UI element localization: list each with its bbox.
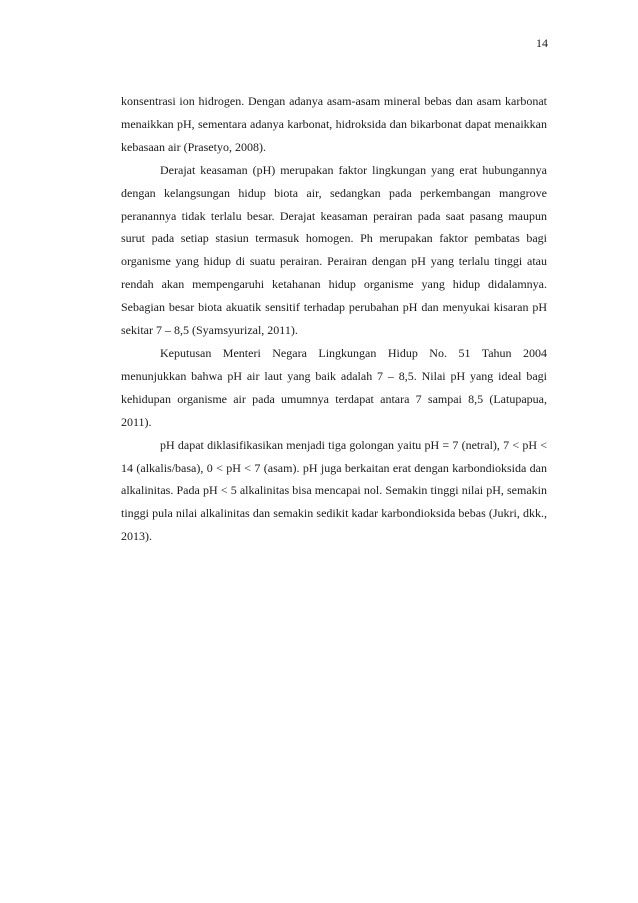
paragraph-ph-environment: Derajat keasaman (pH) merupakan faktor lingkungan yang erat hubungannya dengan kelangsungan hidup biota air, sedangkan pada perkembangan mangrove peranannya tidak terlalu besar. Derajat keasaman perairan pada saat pasang maupun surut pada setiap stasiun termasuk homogen. Ph merupakan faktor pembatas bagi organisme yang hidup di suatu perairan. Perairan dengan pH yang terlalu tinggi atau rendah akan mempengaruhi ketahanan hidup organisme yang hidup didalamnya. Sebagian besar biota akuatik sensitif terhadap perubahan pH dan menyukai kisaran pH sekitar 7 – 8,5 (Syamsyurizal, 2011). <box>121 162 547 338</box>
paragraph-ph-regulation: Keputusan Menteri Negara Lingkungan Hidup No. 51 Tahun 2004 menunjukkan bahwa pH air laut yang baik adalah 7 – 8,5. Nilai pH yang ideal bagi kehidupan organisme air pada umumnya terdapat antara 7 sampai 8,5 (Latupapua, 2011). <box>121 345 547 429</box>
paragraph-continuation: konsentrasi ion hidrogen. Dengan adanya asam-asam mineral bebas dan asam karbonat menaikkan pH, sementara adanya karbonat, hidroksida dan bikarbonat dapat menaikkan kebasaan air (Prasetyo, 2008). <box>121 94 547 154</box>
document-body <box>121 90 547 548</box>
page-number: 14 <box>536 36 548 50</box>
paragraph-ph-classification: pH dapat diklasifikasikan menjadi tiga golongan yaitu pH = 7 (netral), 7 < pH < 14 (alkalis/basa), 0 < pH < 7 (asam). pH juga berkaitan erat dengan karbondioksida dan alkalinitas. Pada pH < 5 alkalinitas bisa mencapai nol. Semakin tinggi nilai pH, semakin tinggi pula nilai alkalinitas dan semakin sedikit kadar karbondioksida bebas (Jukri, dkk., 2013). <box>121 437 547 544</box>
